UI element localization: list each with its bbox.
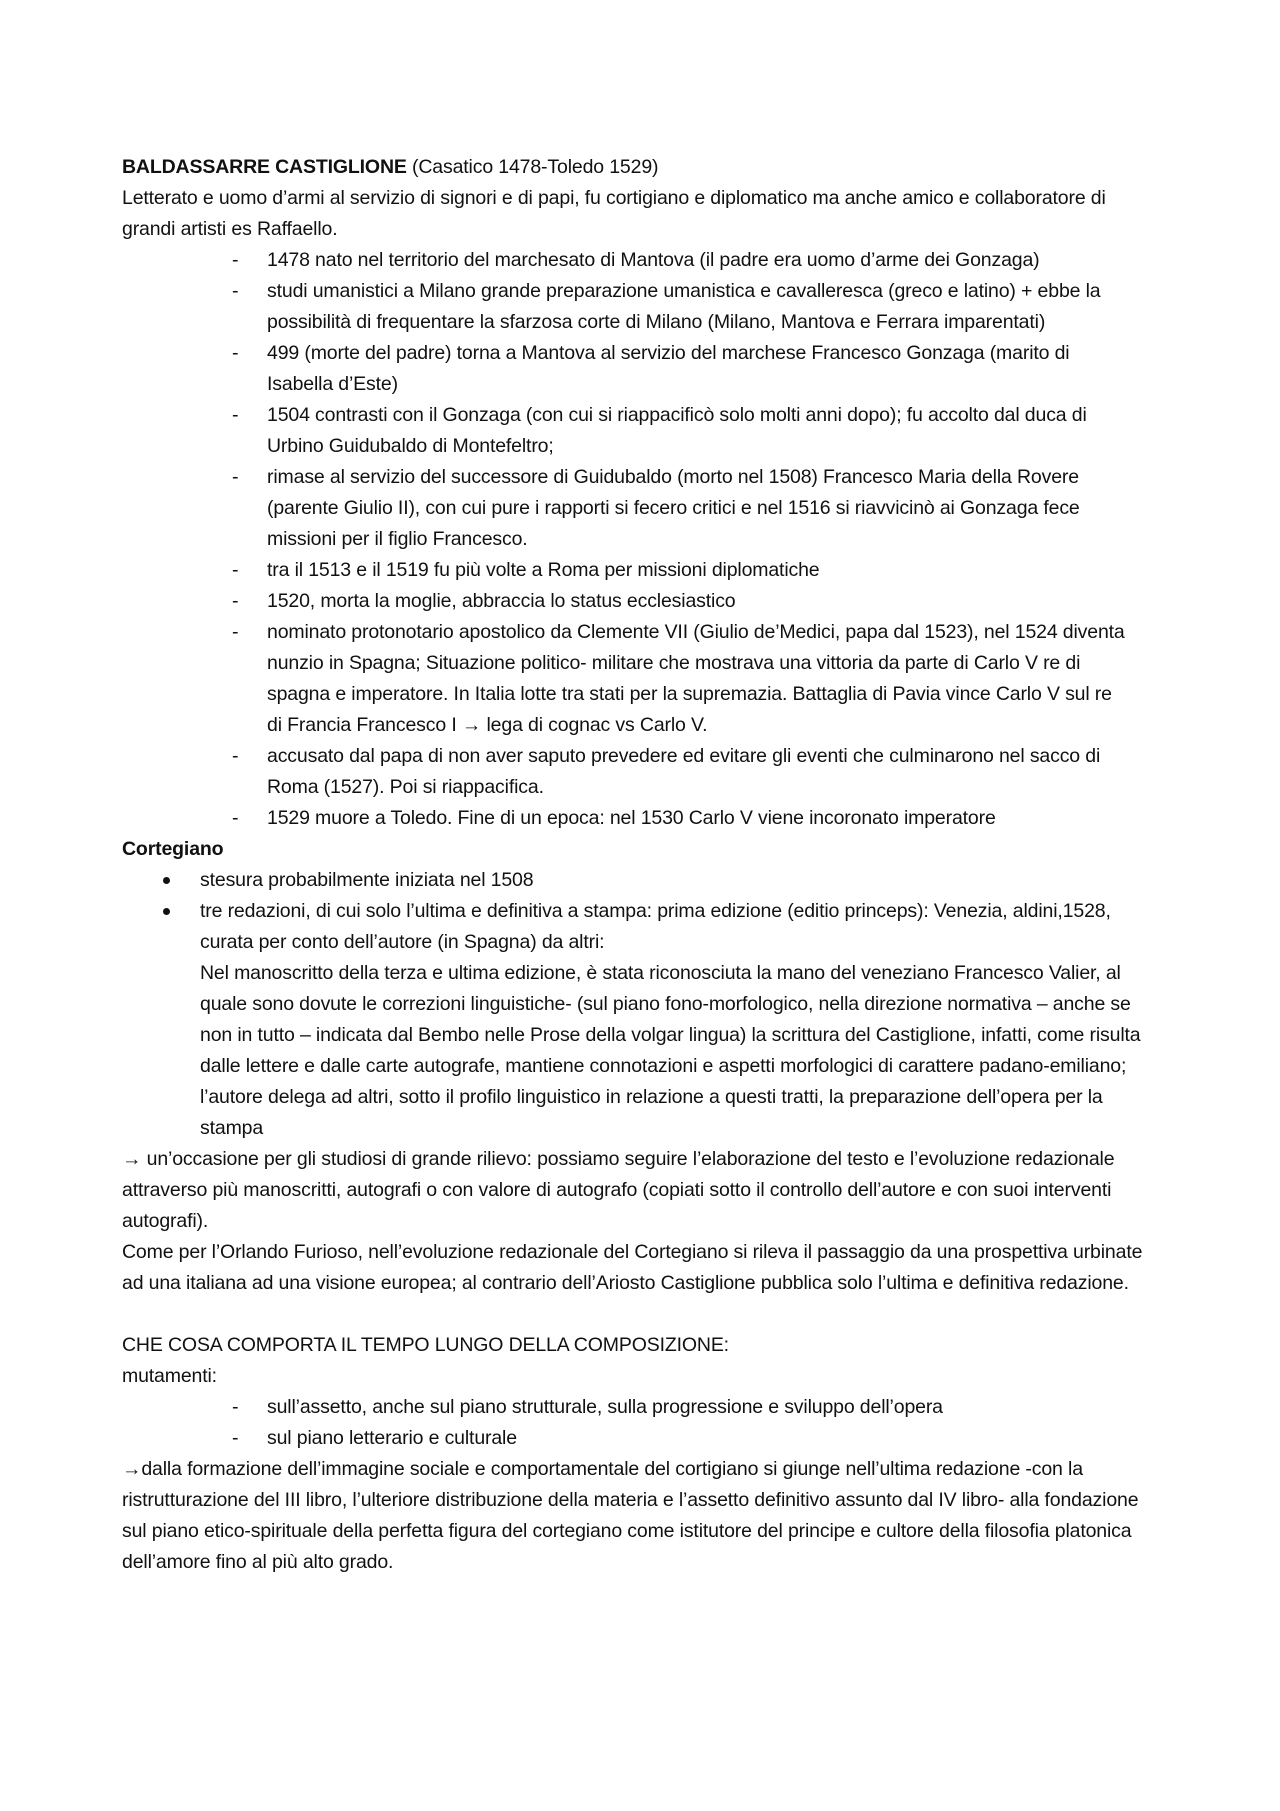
- cortegiano-paragraph: → un’occasione per gli studiosi di grande rilievo: possiamo seguire l’elaborazione del testo e l’evoluzione redazionale attraverso più manoscritti, autografi o con valore di autografo (copiati sotto il controllo dell’autore e con suoi interventi autografi).: [122, 1148, 1115, 1232]
- biography-item: - rimase al servizio del successore di Guidubaldo (morto nel 1508) Francesco Maria della Rovere (parente Giulio II), con cui pure i rapporti si fecero critici e nel 1516 si riavvicinò ai Gonzaga fece missioni per il figlio Francesco.: [267, 462, 1130, 555]
- biography-item: - 1478 nato nel territorio del marchesato di Mantova (il padre era uomo d’arme dei Gonzaga): [267, 245, 1130, 276]
- spacer: [122, 1299, 1160, 1330]
- cortegiano-item-text: tre redazioni, di cui solo l’ultima e definitiva a stampa: prima edizione (editio princeps): Venezia, aldini,1528, curata per conto dell’autore (in Spagna) da altri:: [200, 900, 1111, 953]
- cortegiano-title: Cortegiano: [122, 838, 224, 860]
- composizione-list: [122, 1392, 1160, 1454]
- composizione-conclusion: →dalla formazione dell’immagine sociale e comportamentale del cortigiano si giunge nell’ultima redazione -con la ristrutturazione del III libro, l’ulteriore distribuzione della materia e l’assetto definitivo assunto dal IV libro- alla fondazione sul piano etico-spirituale della perfetta figura del cortegiano come istitutore del principe e cultore della filosofia platonica dell’amore fino al più alto grado.: [122, 1458, 1139, 1573]
- cortegiano-item: [200, 896, 1160, 1144]
- biography-item: - 1504 contrasti con il Gonzaga (con cui si riappacificò solo molti anni dopo); fu accolto dal duca di Urbino Guidubaldo di Montefeltro;: [267, 400, 1130, 462]
- biography-item: - 1520, morta la moglie, abbraccia lo status ecclesiastico: [267, 586, 1130, 617]
- biography-item: - accusato dal papa di non aver saputo prevedere ed evitare gli eventi che culminarono nel sacco di Roma (1527). Poi si riappacifica.: [267, 741, 1130, 803]
- biography-list: [122, 245, 1160, 834]
- author-name: BALDASSARRE CASTIGLIONE: [122, 156, 407, 178]
- biography-item: - 1529 muore a Toledo. Fine di un epoca: nel 1530 Carlo V viene incoronato imperatore: [267, 803, 1130, 834]
- cortegiano-item: stesura probabilmente iniziata nel 1508: [200, 865, 1160, 896]
- composizione-title: CHE COSA COMPORTA IL TEMPO LUNGO DELLA COMPOSIZIONE:: [122, 1334, 729, 1356]
- author-dates: (Casatico 1478-Toledo 1529): [406, 156, 659, 178]
- composizione-subtitle: mutamenti:: [122, 1365, 217, 1387]
- biography-item: - 499 (morte del padre) torna a Mantova al servizio del marchese Francesco Gonzaga (marito di Isabella d’Este): [267, 338, 1130, 400]
- composizione-item: - sull’assetto, anche sul piano strutturale, sulla progressione e sviluppo dell’opera: [267, 1392, 1160, 1423]
- cortegiano-item-continuation: Nel manoscritto della terza e ultima edizione, è stata riconosciuta la mano del veneziano Francesco Valier, al quale sono dovute le correzioni linguistiche- (sul piano fono-morfologico, nella direzione normativa – anche se non in tutto – indicata dal Bembo nelle Prose della volgar lingua) la scrittura del Castiglione, infatti, come risulta dalle lettere e dalle carte autografe, mantiene connotazioni e aspetti morfologici di carattere padano-emiliano; l’autore delega ad altri, sotto il profilo linguistico in relazione a questi tratti, la preparazione dell’opera per la stampa: [200, 962, 1141, 1139]
- biography-item: - nominato protonotario apostolico da Clemente VII (Giulio de’Medici, papa dal 1523), nel 1524 diventa nunzio in Spagna; Situazione politico- militare che mostrava una vittoria da parte di Carlo V re di spagna e imperatore. In Italia lotte tra stati per la supremazia. Battaglia di Pavia vince Carlo V sul re di Francia Francesco I → lega di cognac vs Carlo V.: [267, 617, 1130, 741]
- heading-line: [122, 152, 1160, 183]
- biography-item: - tra il 1513 e il 1519 fu più volte a Roma per missioni diplomatiche: [267, 555, 1130, 586]
- biography-item: - studi umanistici a Milano grande preparazione umanistica e cavalleresca (greco e latino) + ebbe la possibilità di frequentare la sfarzosa corte di Milano (Milano, Mantova e Ferrara imparentati): [267, 276, 1130, 338]
- cortegiano-paragraph: Come per l’Orlando Furioso, nell’evoluzione redazionale del Cortegiano si rileva il passaggio da una prospettiva urbinate ad una italiana ad una visione europea; al contrario dell’Ariosto Castiglione pubblica solo l’ultima e definitiva redazione.: [122, 1241, 1143, 1294]
- composizione-item: - sul piano letterario e culturale: [267, 1423, 1160, 1454]
- intro-paragraph: Letterato e uomo d’armi al servizio di signori e di papi, fu cortigiano e diplomatico ma anche amico e collaboratore di grandi artisti es Raffaello.: [122, 187, 1106, 240]
- cortegiano-list: [122, 865, 1160, 1144]
